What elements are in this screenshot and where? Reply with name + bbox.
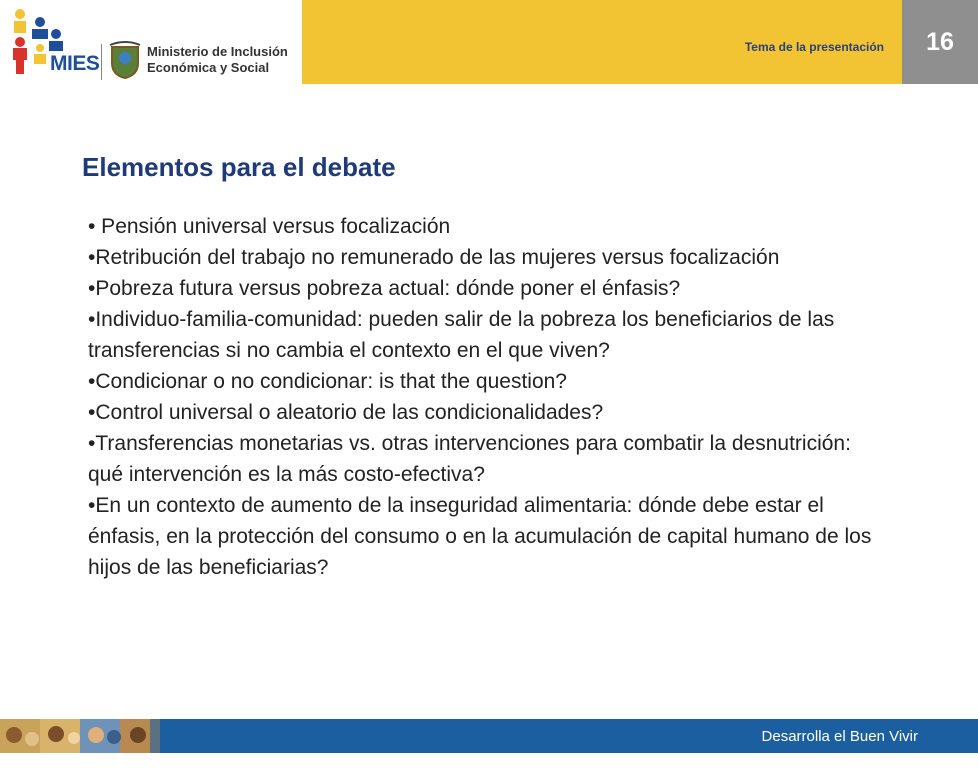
bullet-item: • Pensión universal versus focalización xyxy=(88,215,451,238)
presentation-topic: Tema de la presentación xyxy=(744,40,884,54)
bullet-item: •Retribución del trabajo no remunerado de las mujeres versus focalización xyxy=(88,246,780,269)
bullet-item: •Pobreza futura versus pobreza actual: dónde poner el énfasis? xyxy=(88,277,681,300)
ministry-name xyxy=(147,44,288,76)
logo-divider xyxy=(101,44,102,80)
bullet-item: •Condicionar o no condicionar: is that the question? xyxy=(88,370,567,393)
bullet-list xyxy=(88,211,888,583)
ministry-line-1: Ministerio de Inclusión xyxy=(147,44,288,59)
header-logo-area xyxy=(0,0,302,84)
ministry-line-2: Económica y Social xyxy=(147,60,270,75)
mies-logo-text: MIES xyxy=(50,52,100,75)
bullet-item: •Individuo-familia-comunidad: pueden salir de la pobreza los beneficiarios de las transferencias si no cambia el contexto en el que viven? xyxy=(88,308,835,362)
footer-slogan: Desarrolla el Buen Vivir xyxy=(761,728,918,745)
coat-of-arms-icon xyxy=(108,41,142,79)
bullet-item: •Control universal o aleatorio de las condicionalidades? xyxy=(88,401,604,424)
slide-number: 16 xyxy=(926,28,954,56)
slide-title: Elementos para el debate xyxy=(82,152,396,182)
bullet-item: •Transferencias monetarias vs. otras intervenciones para combatir la desnutrición: qué intervención es la más costo-efectiva? xyxy=(88,432,851,486)
bullet-item: •En un contexto de aumento de la inseguridad alimentaria: dónde debe estar el énfasis, en la protección del consumo o en la acumulación de capital humano de los hijos de las beneficiarias? xyxy=(88,494,872,579)
people-photo-strip xyxy=(0,719,160,753)
